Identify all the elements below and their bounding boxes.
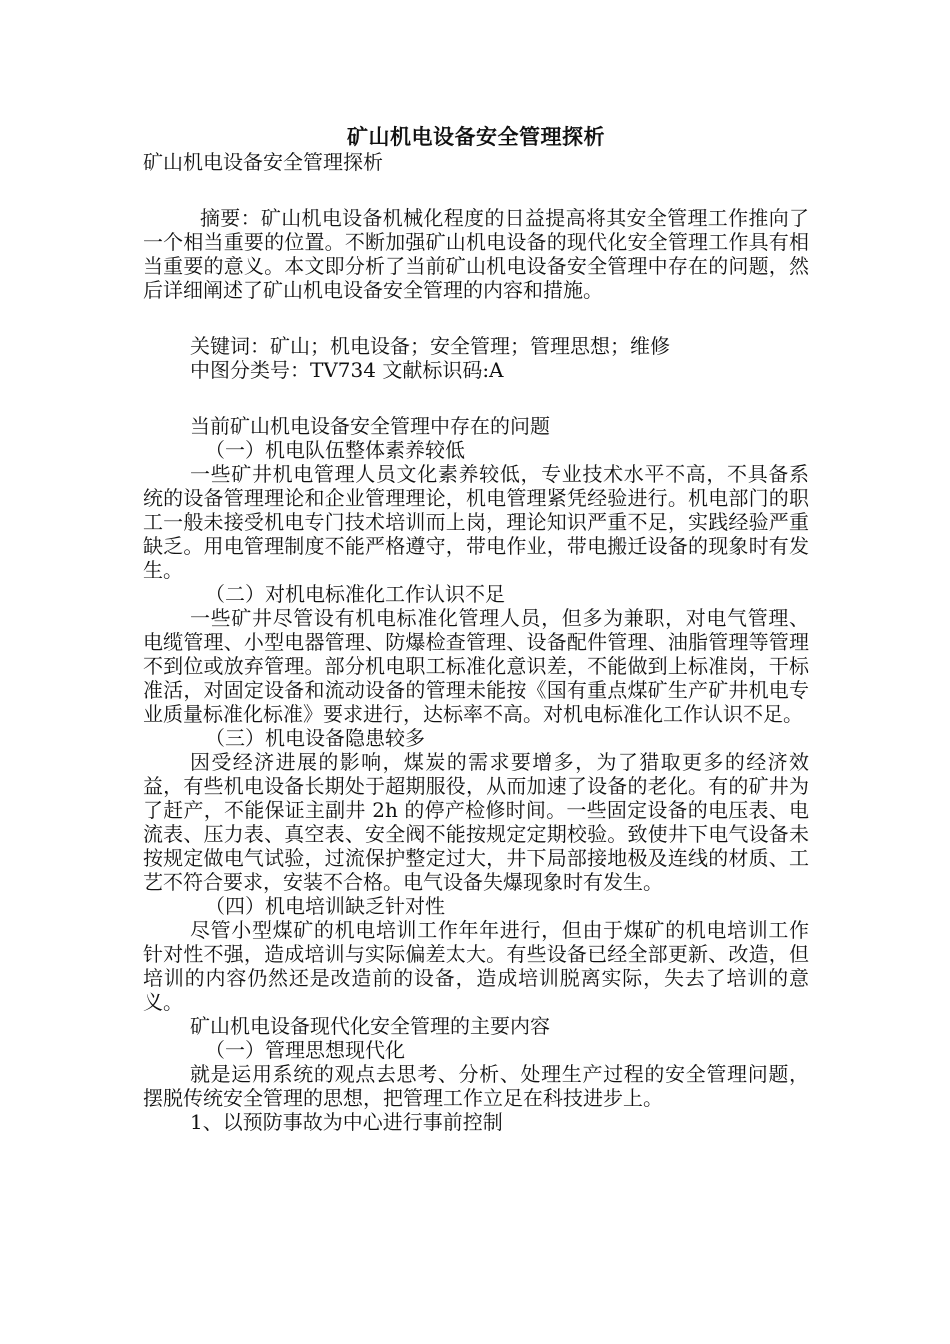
body-paragraph: 就是运用系统的观点去思考、分析、处理生产过程的安全管理问题，摆脱传统安全管理的思想，把管理工作立足在科技进步上。 bbox=[143, 1062, 809, 1110]
spacer bbox=[143, 174, 809, 206]
abstract-paragraph: 摘要：矿山机电设备机械化程度的日益提高将其安全管理工作推向了一个相当重要的位置。不断加强矿山机电设备的现代化安全管理工作具有相当重要的意义。本文即分析了当前矿山机电设备安全管理中存在的问题，然后详细阐述了矿山机电设备安全管理的内容和措施。 bbox=[143, 206, 809, 302]
body-paragraph: 一些矿井机电管理人员文化素养较低，专业技术水平不高，不具备系统的设备管理理论和企业管理理论，机电管理紧凭经验进行。机电部门的职工一般未接受机电专门技术培训而上岗，理论知识严重不足，实践经验严重缺乏。用电管理制度不能严格遵守，带电作业，带电搬迁设备的现象时有发生。 bbox=[143, 462, 809, 582]
subsection-heading: （一）管理思想现代化 bbox=[205, 1038, 405, 1062]
body-paragraph: 一些矿井尽管设有机电标准化管理人员，但多为兼职，对电气管理、电缆管理、小型电器管理、防爆检查管理、设备配件管理、油脂管理等管理不到位或放弃管理。部分机电职工标准化意识差，不能做到上标准岗，干标准活，对固定设备和流动设备的管理未能按《国有重点煤矿生产矿井机电专业质量标准化标准》要求进行，达标率不高。对机电标准化工作认识不足。 bbox=[143, 606, 809, 726]
keywords-line: 关键词：矿山；机电设备；安全管理；管理思想；维修 bbox=[190, 334, 670, 358]
document-title: 矿山机电设备安全管理探析 bbox=[347, 124, 605, 149]
document-page bbox=[143, 124, 809, 1134]
spacer bbox=[143, 302, 809, 334]
body-paragraph: 尽管小型煤矿的机电培训工作年年进行，但由于煤矿的机电培训工作针对性不强，造成培训与实际偏差太大。有些设备已经全部更新、改造，但培训的内容仍然还是改造前的设备，造成培训脱离实际，失去了培训的意义。 bbox=[143, 918, 809, 1014]
spacer bbox=[143, 382, 809, 414]
subsection-heading: （二）对机电标准化工作认识不足 bbox=[205, 582, 505, 606]
list-item: 1、以预防事故为中心进行事前控制 bbox=[190, 1110, 503, 1134]
section-heading: 矿山机电设备现代化安全管理的主要内容 bbox=[190, 1014, 550, 1038]
classification-line: 中图分类号：TV734 文献标识码:A bbox=[190, 358, 504, 382]
section-heading: 当前矿山机电设备安全管理中存在的问题 bbox=[190, 414, 550, 438]
subsection-heading: （三）机电设备隐患较多 bbox=[205, 726, 425, 750]
document-subtitle: 矿山机电设备安全管理探析 bbox=[143, 150, 383, 174]
subsection-heading: （一）机电队伍整体素养较低 bbox=[205, 438, 465, 462]
subsection-heading: （四）机电培训缺乏针对性 bbox=[205, 894, 445, 918]
body-paragraph: 因受经济进展的影响，煤炭的需求要增多，为了猎取更多的经济效益，有些机电设备长期处于超期服役，从而加速了设备的老化。有的矿井为了赶产，不能保证主副井 2h 的停产检修时间。一些固定设备的电压表、电流表、压力表、真空表、安全阀不能按规定定期校验。致使井下电气设备未按规定做电气试验，过流保护整定过大，井下局部接地极及连线的材质、工艺不符合要求，安装不合格。电气设备失爆现象时有发生。 bbox=[143, 750, 809, 894]
